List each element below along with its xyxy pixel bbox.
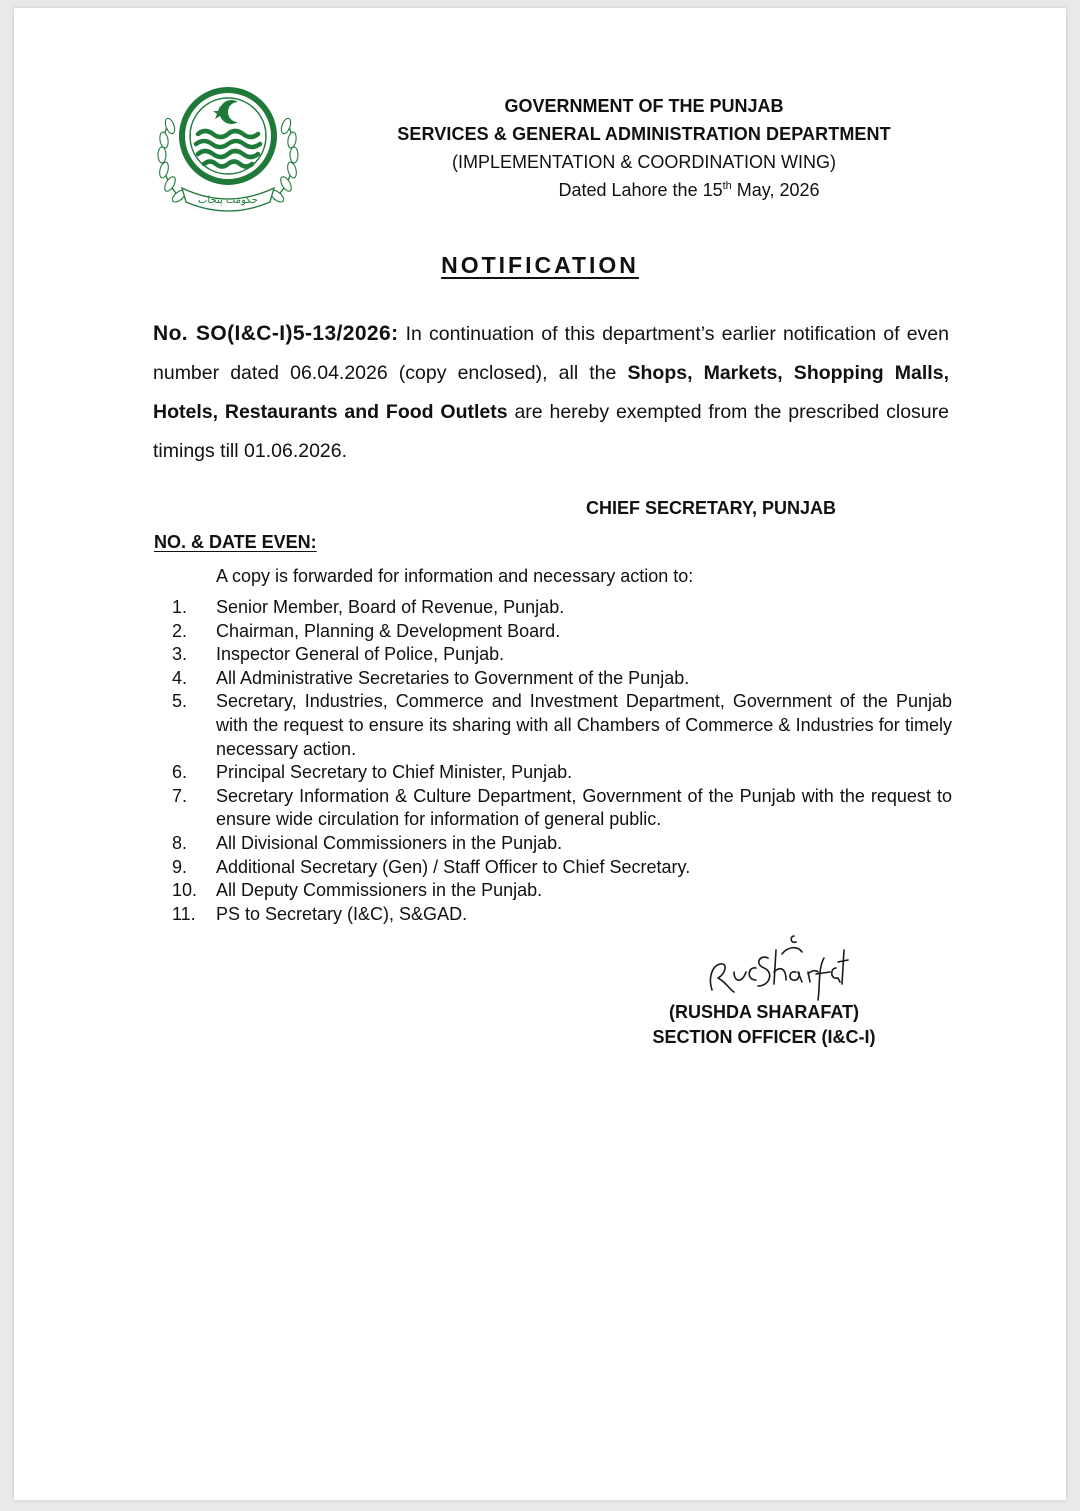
recipient-item — [172, 856, 952, 880]
notification-body: No. SO(I&C-I)5-13/2026: In continuation of this department’s earlier notification of even number dated 06.04.2026 (copy enclosed), all the Shops, Markets, Shopping Malls, Hotels, Restaurants and Food Outlets are hereby exempted from the prescribed closure timings till 01.06.2026. — [153, 322, 949, 462]
signatory-block — [614, 1000, 914, 1050]
recipient-item — [172, 832, 952, 856]
recipient-number: 6. — [172, 762, 188, 783]
no-date-even-label: NO. & DATE EVEN: — [154, 532, 317, 552]
recipient-item — [172, 690, 952, 761]
government-of-punjab-emblem-icon — [142, 82, 314, 218]
recipient-text: Principal Secretary to Chief Minister, Punjab. — [216, 762, 573, 783]
recipient-text: Inspector General of Police, Punjab. — [216, 644, 505, 665]
recipient-number: 1. — [172, 597, 188, 617]
recipient-text: All Divisional Commissioners in the Punjab. — [216, 832, 563, 853]
recipient-text: All Administrative Secretaries to Government of the Punjab. — [216, 667, 690, 688]
department-name: SERVICES & GENERAL ADMINISTRATION DEPARTMENT — [397, 124, 891, 144]
recipient-list — [172, 596, 952, 926]
recipient-item — [172, 879, 952, 903]
recipient-item — [172, 761, 952, 785]
recipient-text: All Deputy Commissioners in the Punjab. — [216, 880, 543, 901]
signatory-designation: SECTION OFFICER (I&C-I) — [652, 1027, 876, 1047]
copy-forwarded-text: A copy is forwarded for information and necessary action to: — [216, 566, 694, 586]
chief-secretary-label: CHIEF SECRETARY, PUNJAB — [586, 498, 837, 518]
recipient-text: Secretary, Industries, Commerce and Investment Department, Government of the Punjab with the request to ensure its sharing with all Chambers of Commerce & Industries for timely necessary action. — [216, 691, 952, 759]
recipient-number: 7. — [172, 785, 188, 806]
recipient-item — [172, 596, 952, 620]
recipient-text: Secretary Information & Culture Department, Government of the Punjab with the request to ensure wide circulation for information of general public. — [216, 785, 952, 830]
recipient-number: 2. — [172, 620, 188, 641]
exempted-businesses: Shops, Markets, Shopping Malls, Hotels, Restaurants and Food Outlets — [153, 362, 949, 423]
recipient-text: Chairman, Planning & Development Board. — [216, 620, 561, 641]
government-name: GOVERNMENT OF THE PUNJAB — [504, 96, 784, 116]
recipient-text: Additional Secretary (Gen) / Staff Officer to Chief Secretary. — [216, 856, 691, 877]
recipient-text: Senior Member, Board of Revenue, Punjab. — [216, 597, 565, 617]
recipient-text: PS to Secretary (I&C), S&GAD. — [216, 903, 468, 924]
recipient-number: 3. — [172, 644, 188, 665]
notification-date: Dated Lahore the 15th May, 2026 — [558, 180, 820, 200]
recipient-number: 8. — [172, 832, 188, 853]
recipient-item — [172, 620, 952, 644]
emblem-urdu-text: حکومت پنجاب — [198, 195, 258, 206]
recipient-number: 9. — [172, 856, 188, 877]
recipient-item — [172, 903, 952, 927]
notification-title: NOTIFICATION — [441, 252, 639, 278]
recipient-number: 11. — [172, 903, 196, 924]
recipient-number: 10. — [172, 880, 198, 901]
letterhead — [314, 92, 974, 204]
recipient-item — [172, 667, 952, 691]
document-page — [14, 8, 1066, 1500]
recipient-item — [172, 643, 952, 667]
handwritten-signature-icon — [690, 928, 850, 1004]
notification-number: No. SO(I&C-I)5-13/2026: — [153, 322, 399, 345]
recipient-item — [172, 785, 952, 832]
signatory-name: (RUSHDA SHARAFAT) — [669, 1002, 859, 1022]
wing-name: (IMPLEMENTATION & COORDINATION WING) — [452, 152, 836, 172]
recipient-number: 4. — [172, 667, 188, 688]
recipient-number: 5. — [172, 691, 188, 712]
